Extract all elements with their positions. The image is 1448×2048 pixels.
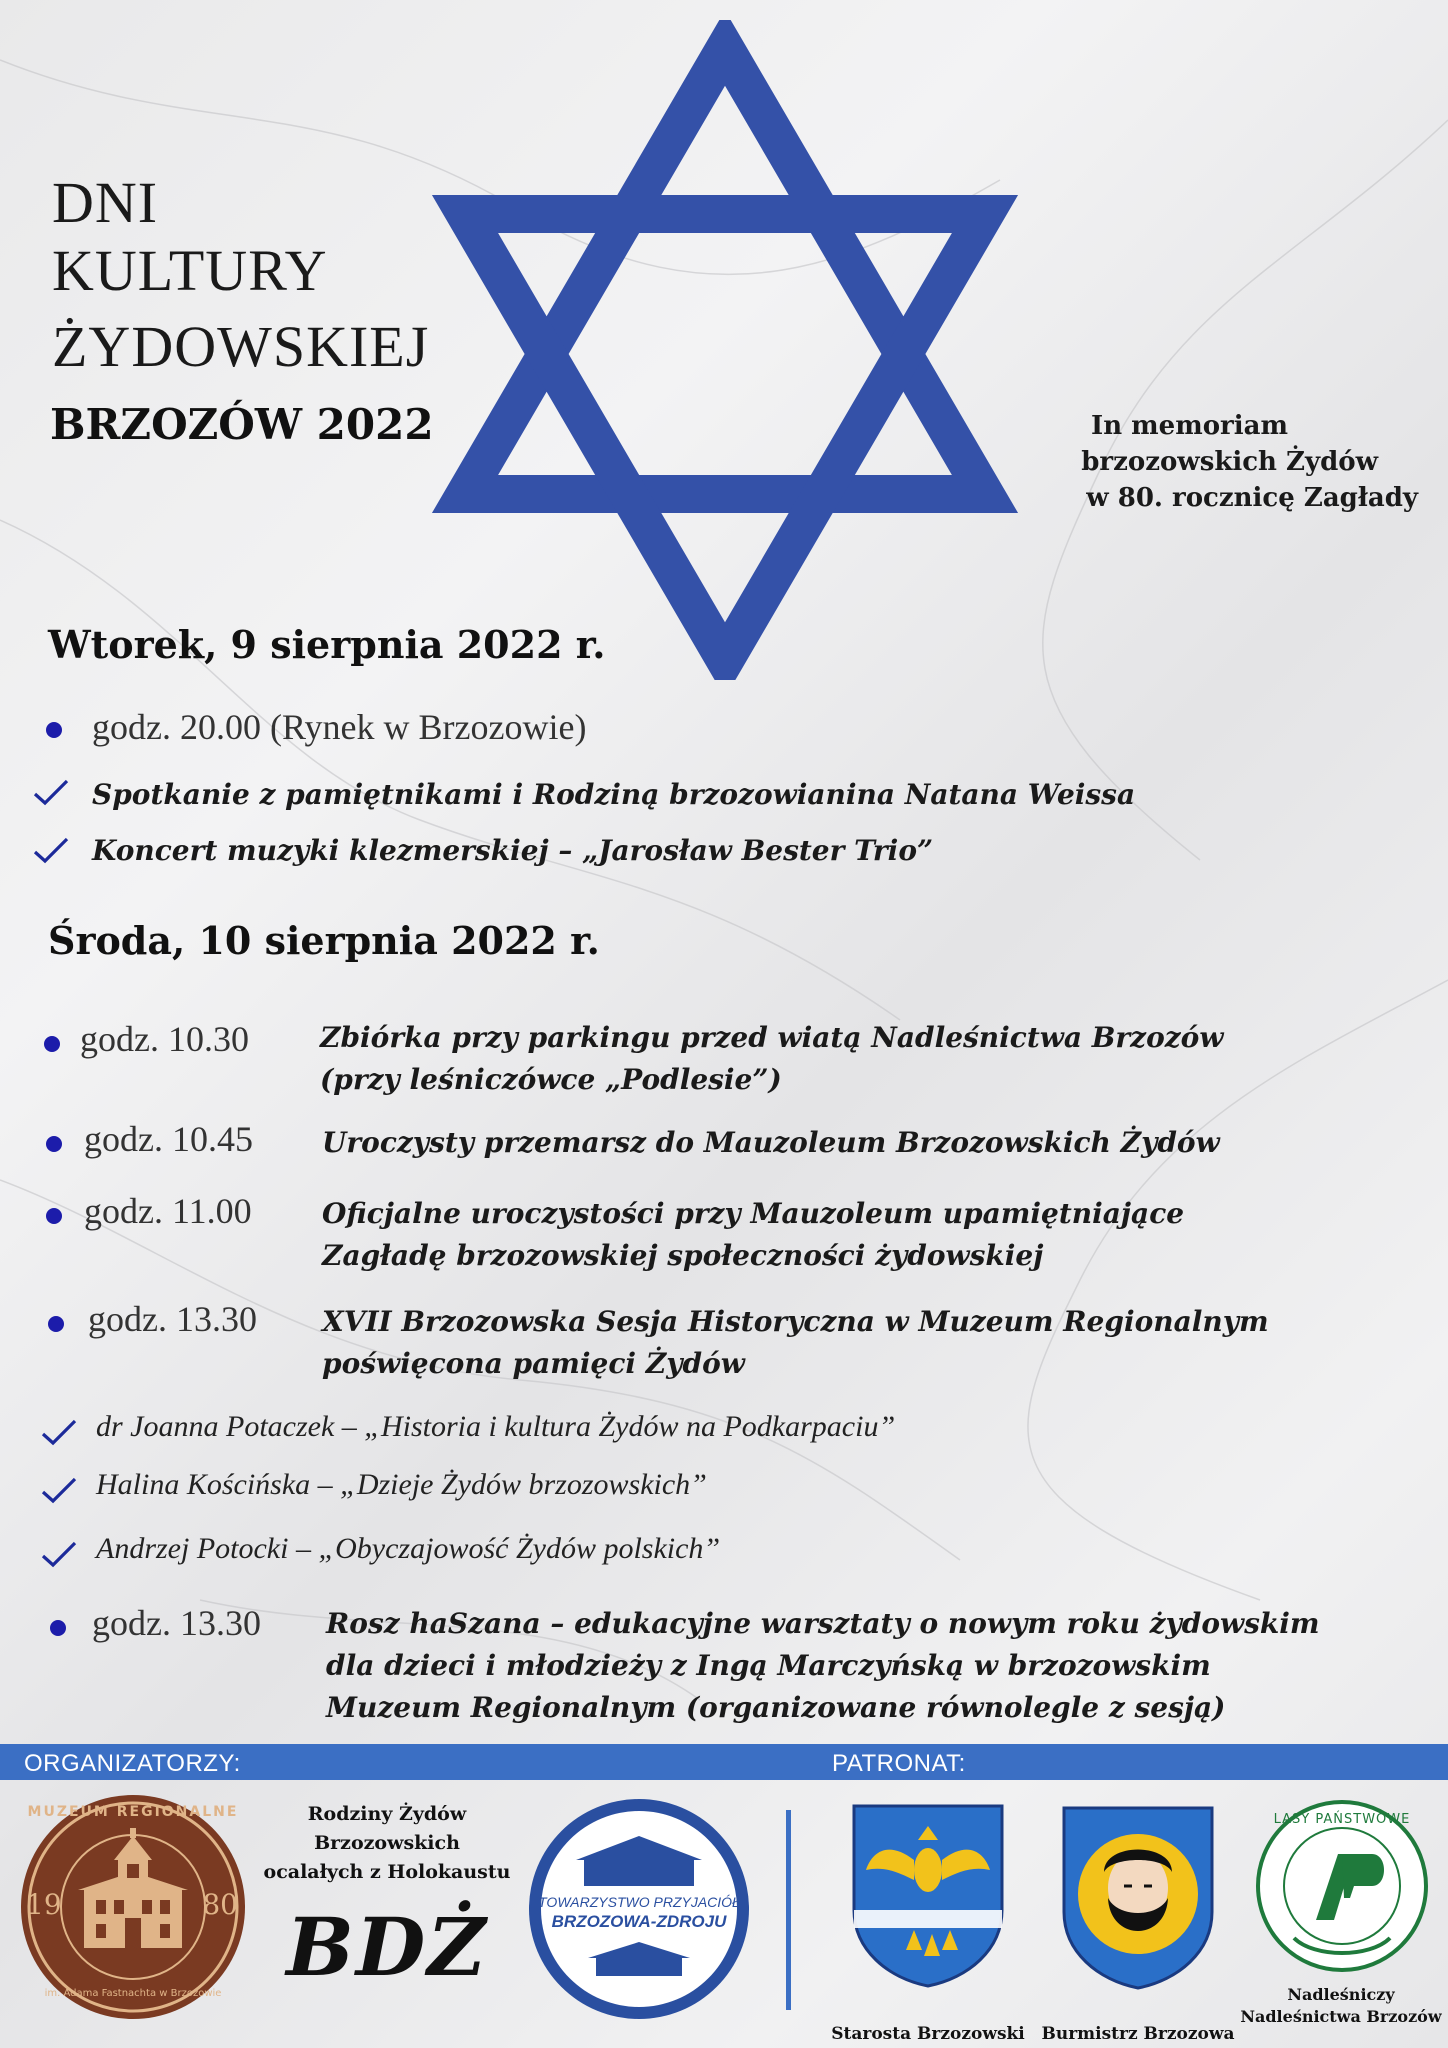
nadlesniczy-line-2: Nadleśnictwa Brzozów [1240, 2007, 1442, 2026]
nadlesniczy-line-1: Nadleśniczy [1287, 1985, 1395, 2004]
museum-year-left: 19 [26, 1888, 62, 1921]
town-coat-of-arms-icon [1058, 1802, 1218, 1992]
talk-2: Halina Kościńska – „Dzieje Żydów brzozowskich” [96, 1468, 707, 1501]
event-description [322, 1301, 1269, 1385]
families-line-1: Rodziny Żydów [307, 1803, 467, 1825]
families-line-3: ocalałych z Holokaustu [263, 1861, 511, 1883]
checkmark-icon [40, 1540, 78, 1568]
day1-item-1: Spotkanie z pamiętnikami i Rodziną brzozowianina Natana Weissa [92, 778, 1136, 811]
event-line: Muzeum Regionalnym (organizowane równolegle z sesją) [326, 1691, 1226, 1724]
event-description [326, 1603, 1320, 1729]
event-description [322, 1193, 1184, 1277]
event-line: Zbiórka przy parkingu przed wiatą Nadleśnictwa Brzozów [320, 1021, 1224, 1054]
event-line: Uroczysty przemarsz do Mauzoleum Brzozowskich Żydów [322, 1126, 1220, 1159]
memoriam-line-3: w 80. rocznicę Zagłady [1086, 483, 1418, 513]
event-time: godz. 13.30 [88, 1299, 257, 1339]
memoriam-line-1: In memoriam [1091, 411, 1288, 441]
day1-item-2: Koncert muzyki klezmerskiej – „Jarosław Bester Trio” [92, 834, 934, 867]
event-time: godz. 10.30 [80, 1019, 249, 1059]
talk-1: dr Joanna Potaczek – „Historia i kultura Żydów na Podkarpaciu” [96, 1410, 896, 1443]
title-line-1: DNI [52, 170, 159, 235]
bullet-icon [48, 1316, 64, 1332]
memoriam-line-2: brzozowskich Żydów [1081, 447, 1378, 477]
memoriam-text [898, 408, 1418, 516]
families-logo-mark: BDŻ [286, 1900, 488, 1994]
day1-time: godz. 20.00 (Rynek w Brzozowie) [92, 707, 587, 747]
society-line-2: BRZOZOWA-ZDROJU [551, 1912, 727, 1931]
checkmark-icon [32, 836, 70, 864]
burmistrz-caption: Burmistrz Brzozowa [1041, 2024, 1235, 2044]
bullet-icon [46, 1136, 62, 1152]
families-text [262, 1800, 512, 1887]
society-line-1: TOWARZYSTWO PRZYJACIÓŁ [538, 1894, 740, 1910]
checkmark-icon [40, 1418, 78, 1446]
families-line-2: Brzozowskich [314, 1832, 460, 1854]
event-description [320, 1017, 1223, 1101]
event-line: XVII Brzozowska Sesja Historyczna w Muzeum Regionalnym [322, 1305, 1269, 1338]
museum-bottom-text: im. Adama Fastnachta w Brzozowie [44, 1988, 222, 1999]
society-logo [526, 1796, 752, 2022]
checkmark-icon [40, 1476, 78, 1504]
starosta-caption: Starosta Brzozowski [831, 2024, 1025, 2044]
organizers-label: ORGANIZATORZY: [24, 1750, 241, 1777]
event-line: dla dzieci i młodzieży z Ingą Marczyńską w brzozowskim [326, 1649, 1211, 1682]
checkmark-icon [32, 778, 70, 806]
event-line: poświęcona pamięci Żydów [322, 1347, 745, 1380]
event-line: (przy leśniczówce „Podlesie”) [320, 1063, 782, 1096]
title-line-3: ŻYDOWSKIEJ [52, 314, 430, 379]
bullet-icon [46, 722, 62, 738]
museum-logo [18, 1792, 248, 2022]
event-line: Oficjalne uroczystości przy Mauzoleum upamiętniające [322, 1197, 1185, 1230]
patronage-label: PATRONAT: [832, 1750, 966, 1777]
state-forests-ring-text: LASY PAŃSTWOWE [1273, 1812, 1411, 1827]
bullet-icon [50, 1620, 66, 1636]
event-time: godz. 13.30 [92, 1603, 261, 1643]
footer-divider [786, 1810, 791, 2010]
event-subtitle: BRZOZÓW 2022 [50, 400, 434, 449]
talk-3: Andrzej Potocki – „Obyczajowość Żydów polskich” [96, 1532, 721, 1565]
bullet-icon [44, 1036, 60, 1052]
county-coat-of-arms-icon [848, 1800, 1008, 1990]
nadlesniczy-caption [1236, 1984, 1446, 2028]
event-line: Rosz haSzana – edukacyjne warsztaty o nowym roku żydowskim [326, 1607, 1320, 1640]
event-description [322, 1122, 1220, 1164]
star-of-david-icon [430, 20, 1020, 680]
event-line: Zagładę brzozowskiej społeczności żydowskiej [322, 1239, 1044, 1272]
museum-ring-text: MUZEUM REGIONALNE [27, 1804, 239, 1820]
state-forests-logo [1254, 1798, 1430, 1974]
event-time: godz. 11.00 [84, 1191, 252, 1231]
museum-year-right: 80 [202, 1888, 238, 1921]
event-time: godz. 10.45 [84, 1119, 253, 1159]
day2-heading: Środa, 10 sierpnia 2022 r. [48, 918, 600, 963]
day1-heading: Wtorek, 9 sierpnia 2022 r. [48, 622, 606, 667]
bullet-icon [46, 1208, 62, 1224]
title-line-2: KULTURY [52, 238, 328, 303]
